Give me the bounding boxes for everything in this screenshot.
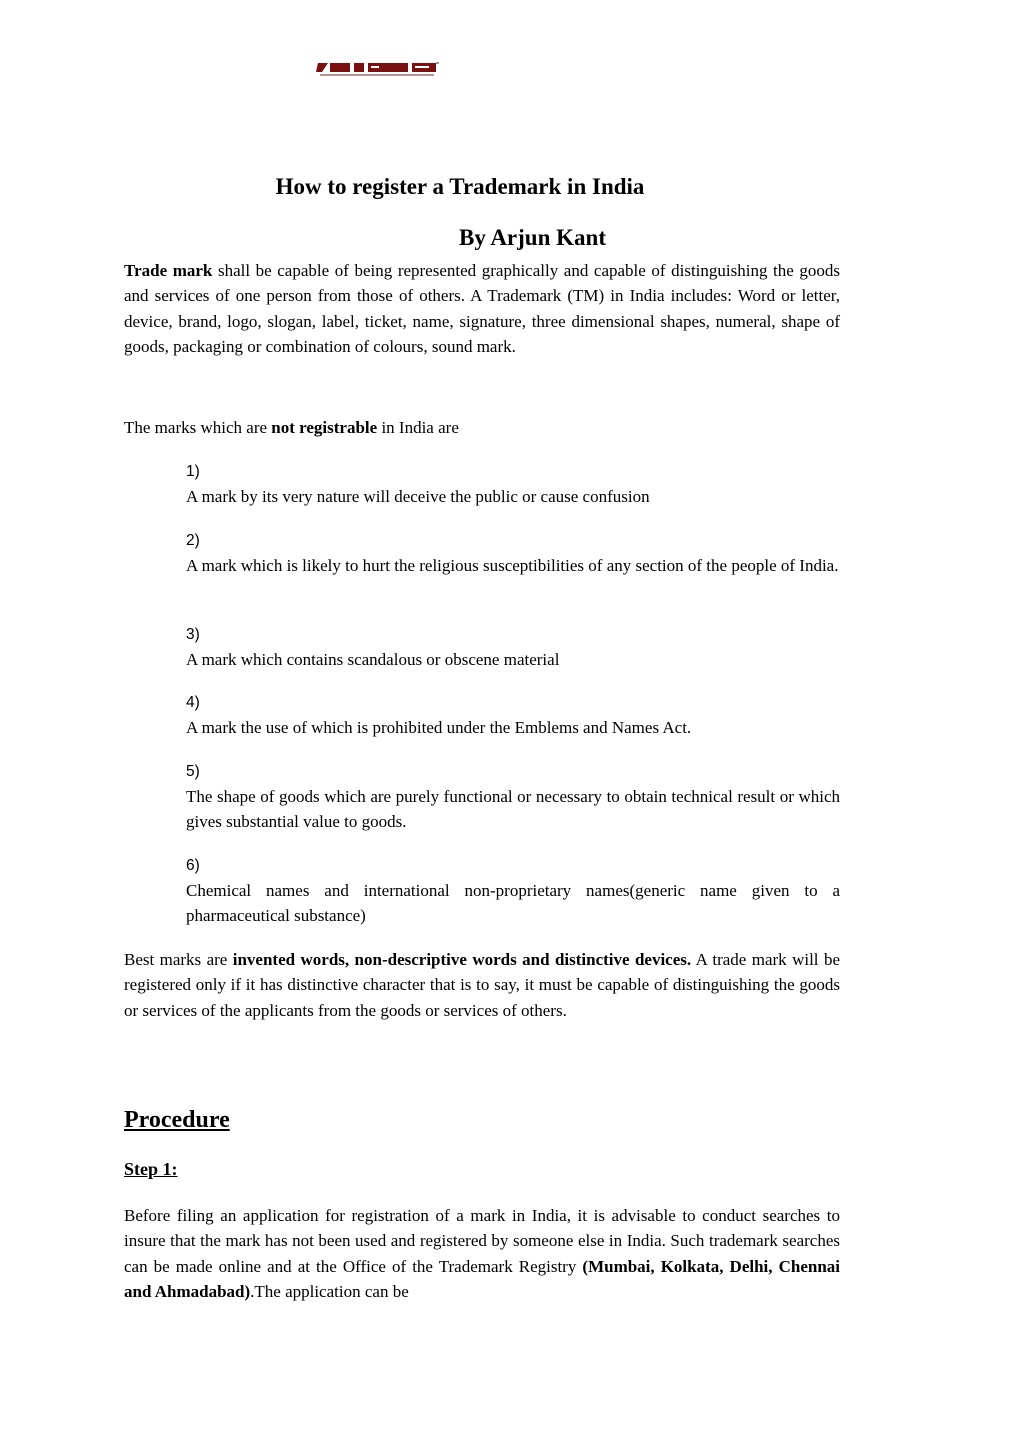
not-registrable-suffix: in India are (377, 418, 459, 437)
list-number: 4) (186, 694, 200, 711)
list-text: A mark which is likely to hurt the religious susceptibilities of any section of the people of India. (186, 556, 839, 575)
intro-paragraph (124, 258, 840, 360)
list-text: The shape of goods which are purely functional or necessary to obtain technical result or which gives substantial value to goods. (186, 787, 840, 832)
step-1-heading: Step 1: (124, 1159, 178, 1179)
list-number: 2) (186, 532, 200, 549)
list-item (186, 761, 840, 835)
list-number: 6) (186, 857, 200, 874)
list-item (186, 530, 840, 578)
ire-logo (316, 62, 440, 78)
procedure-heading: Procedure (124, 1107, 230, 1133)
not-registrable-bold: not registrable (271, 418, 378, 437)
not-registrable-prefix: The marks which are (124, 418, 272, 437)
step-1-paragraph (124, 1203, 840, 1305)
list-item (186, 855, 840, 929)
list-item (186, 692, 840, 740)
document-title: How to register a Trademark in India (275, 174, 645, 199)
logo-icon (316, 62, 440, 78)
list-text: A mark by its very nature will deceive the public or cause confusion (186, 487, 650, 506)
list-item (186, 461, 840, 509)
intro-bold-lead: Trade mark (124, 261, 213, 280)
list-text: A mark which contains scandalous or obscene material (186, 650, 560, 669)
step-1-bold-cities: (Mumbai, Kolkata, Delhi, Chennai and Ahmadabad) (124, 1256, 840, 1302)
list-item (186, 624, 840, 672)
not-registrable-intro (124, 415, 840, 440)
list-text: Chemical names and international non-proprietary names(generic name given to a pharmaceutical substance) (186, 881, 840, 926)
best-marks-paragraph (124, 947, 840, 1023)
list-number: 1) (186, 463, 200, 480)
intro-text: shall be capable of being represented graphically and capable of distinguishing the goods and services of one person from those of others. A Trademark (TM) in India includes: Word or letter, device, brand, logo, slogan, label, ticket, name, signature, three dimensional shapes, numeral, shape of goods, packaging or combination of colours, sound mark. (124, 261, 841, 357)
list-number: 3) (186, 626, 200, 643)
list-number: 5) (186, 763, 200, 780)
document-author: By Arjun Kant (459, 225, 606, 250)
list-text: A mark the use of which is prohibited under the Emblems and Names Act. (186, 718, 692, 737)
step-1-text: Before filing an application for registration of a mark in India, it is advisable to conduct searches to insure that the mark has not been used and registered by someone else in India. Such trademark searches can be made online and at the Office of the Trademark Registry (124, 1206, 840, 1276)
best-marks-prefix: Best marks are (124, 950, 233, 969)
step-1-text-end: .The application can be (250, 1282, 409, 1302)
best-marks-bold: invented words, non-descriptive words and distinctive devices. (232, 950, 692, 969)
best-marks-suffix: A trade mark will be registered only if it has distinctive character that is to say, it must be capable of distinguishing the goods or services of the applicants from the goods or services of others. (124, 950, 840, 1020)
